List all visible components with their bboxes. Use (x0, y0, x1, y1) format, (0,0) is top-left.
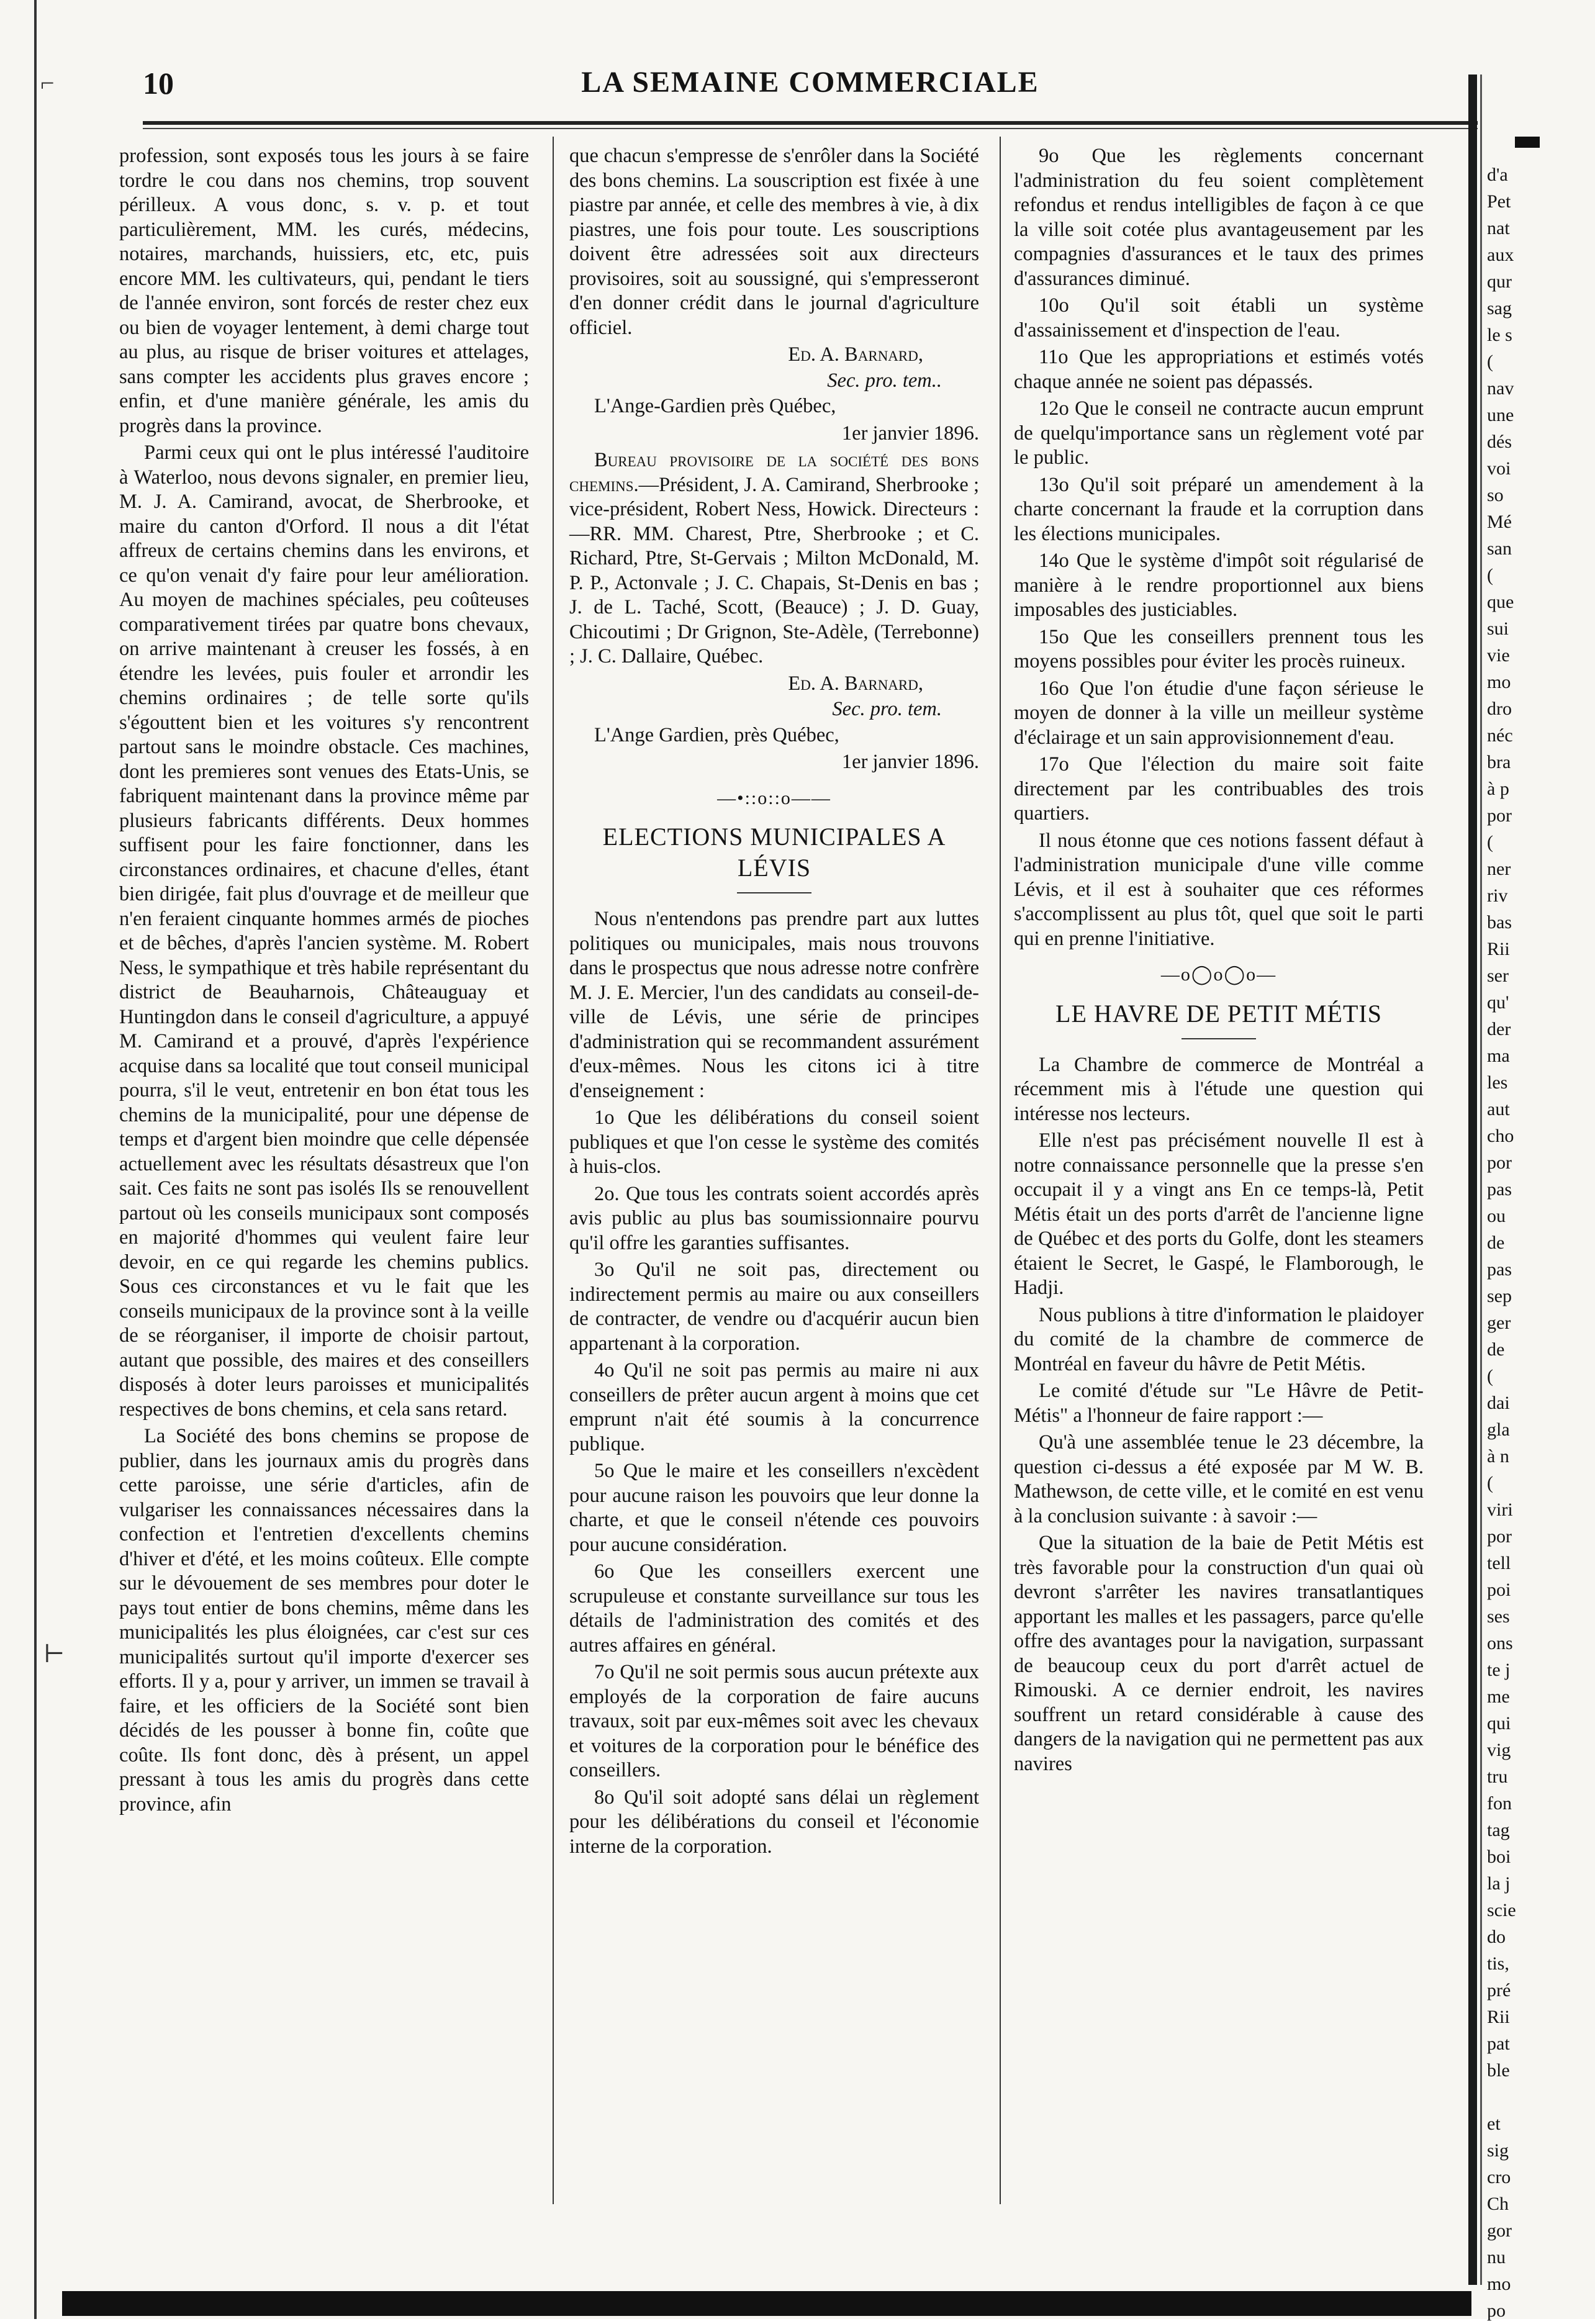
signature-name: Ed. A. Barnard, (788, 343, 923, 366)
edge-fragment: que (1487, 592, 1514, 612)
list-item: 6o Que les conseillers exercent une scrupuleuse et constante surveillance sur tous les détails de l'administration des comités et des autres affaires en général. (569, 1560, 979, 1657)
list-item: 17o Que l'élection du maire soit faite directement par les contribuables des trois quartiers. (1014, 753, 1424, 825)
paragraph: profession, sont exposés tous les jours à se faire tordre le cou dans nos chemins, trop souvent périlleux. A vous donc, s. v. p. et tout particulièrement, MM. les curés, médecins, notaires, marchands, huissiers, etc, etc, puis encore MM. les cultivateurs, qui, pendant le tiers de l'année environ, sont forcés de rester chez eux ou bien de voyager lentement, à demi charge tout au plus, au risque de briser voitures et attelages, sans compter les accidents plus graves encore ; enfin, et d'une manière générale, les amis du progrès dans la province. (119, 145, 529, 437)
edge-fragment: bas (1487, 912, 1512, 933)
heading-rule (737, 892, 811, 893)
edge-fragment: por (1487, 1526, 1512, 1547)
edge-fragment: de (1487, 1339, 1505, 1360)
edge-fragment: aux (1487, 245, 1514, 265)
section-heading: LE HAVRE DE PETIT MÉTIS (1055, 999, 1382, 1028)
edge-fragment: nu (1487, 2247, 1506, 2267)
edge-fragment: sep (1487, 1286, 1512, 1306)
paragraph: Il nous étonne que ces notions fassent défaut à l'administration municipale d'une ville comme Lévis, et il est à souhaiter que ces réformes s'accomplissent au plus tôt, quel que soit le parti qui en prenne l'initiative. (1014, 829, 1424, 950)
edge-fragment: por (1487, 805, 1512, 826)
section-heading: ELECTIONS MUNICIPALES A LÉVIS (602, 823, 946, 882)
header-rule (143, 121, 1478, 125)
edge-fragment: de (1487, 1232, 1505, 1253)
edge-fragment: ( (1487, 1366, 1493, 1386)
edge-fragment: pat (1487, 2033, 1510, 2054)
dateline-date: 1er janvier 1896. (841, 751, 979, 773)
column-1 (119, 144, 529, 1819)
column-3 (1014, 144, 1424, 1779)
edge-fragment: qu' (1487, 992, 1509, 1013)
edge-fragment: viri (1487, 1499, 1513, 1520)
edge-fragment: ger (1487, 1313, 1511, 1333)
list-item: 16o Que l'on étudie d'une façon sérieuse le moyen de donner à la ville un meilleur système d'éclairage et un sain approvisionnement d'eau. (1014, 677, 1424, 749)
edge-fragment: poi (1487, 1580, 1511, 1600)
edge-fragment: vie (1487, 645, 1510, 666)
edge-fragment: cro (1487, 2167, 1511, 2187)
edge-fragment: tru (1487, 1766, 1508, 1787)
binding-gutter-line (1480, 75, 1482, 2285)
paragraph: Nous publions à titre d'information le plaidoyer du comité de la chambre de commerce de Montréal en faveur du hâvre de Petit Métis. (1014, 1303, 1424, 1375)
edge-fragment: gla (1487, 1419, 1510, 1440)
edge-fragment: une (1487, 405, 1514, 425)
edge-fragment: ble (1487, 2060, 1510, 2081)
paragraph: que chacun s'empresse de s'enrôler dans la Société des bons chemins. La souscription est fixée à une piastre par année, et celle des membres à vie, à dix piastres, une fois pour toute. Les souscriptions doivent être adressées soit aux directeurs provisoires, soit au soussigné, qui s'empresseront d'en donner crédit dans le journal d'agriculture officiel. (569, 145, 979, 339)
list-item: 11o Que les appropriations et estimés votés chaque année ne soient pas dépassés. (1014, 346, 1424, 393)
signature-title: Sec. pro. tem.. (827, 369, 942, 392)
edge-fragment: Ch (1487, 2194, 1509, 2214)
edge-fragment: riv (1487, 885, 1508, 906)
edge-fragment: ( (1487, 1473, 1493, 1493)
heading-rule (1182, 1038, 1256, 1039)
page-number: 10 (143, 66, 174, 101)
column-divider (1000, 137, 1001, 2204)
edge-fragment: les (1487, 1072, 1508, 1093)
edge-fragment: vig (1487, 1740, 1511, 1760)
dateline-date: 1er janvier 1896. (841, 422, 979, 445)
edge-fragment: me (1487, 1686, 1510, 1707)
edge-fragment: Rii (1487, 939, 1510, 959)
paragraph: Elle n'est pas précisément nouvelle Il est à notre connaissance personnelle que la presse s'en occupait il y a vingt ans En ce temps-là, Petit Métis était un des ports d'arrêt de l'ancienne ligne de Québec et des ports du Golfe, dont les steamers étaient le Secret, le Gaspé, le Flamborough, le Hadji. (1014, 1129, 1424, 1299)
list-item: 1o Que les délibérations du conseil soient publiques et que l'on cesse le système des comités à huis-clos. (569, 1106, 979, 1178)
edge-fragment: pas (1487, 1259, 1512, 1280)
column-divider (553, 137, 554, 2204)
list-item: 5o Que le maire et les conseillers n'excèdent pour aucune raison les pouvoirs que leur donne la charte, et que le conseil n'étende ces pouvoirs pour aucune considération. (569, 1460, 979, 1556)
edge-fragment: tis, (1487, 1953, 1509, 1974)
edge-fragment: nat (1487, 218, 1510, 238)
edge-fragment: sui (1487, 618, 1509, 639)
edge-fragment: do (1487, 1927, 1506, 1947)
edge-fragment: ou (1487, 1206, 1506, 1226)
paragraph: Que la situation de la baie de Petit Métis est très favorable pour la construction d'un quai où devront s'arrêter les navires transatlantiques apportant les malles et les passagers, parce qu'elle offre des avantages pour la navigation, surpassant de beaucoup ceux du port d'arrêt actuel de Rimouski. A ce dernier endroit, les navires souffrent un retard considérable à cause des dangers de la navigation qui ne permettent pas aux navires (1014, 1532, 1424, 1775)
edge-fragment: d'a (1487, 165, 1508, 185)
list-item: 13o Qu'il soit préparé un amendement à la charte concernant la fraude et la corruption dans les élections municipales. (1014, 473, 1424, 545)
edge-fragment: ses (1487, 1606, 1510, 1627)
edge-fragment: bra (1487, 752, 1511, 772)
list-item: 2o. Que tous les contrats soient accordés après avis public au plus bas soumissionnaire pourvu qu'il offre les garanties suffisantes. (569, 1182, 979, 1254)
edge-fragment: dro (1487, 699, 1512, 719)
column-2 (569, 144, 979, 1861)
edge-fragment: ( (1487, 351, 1493, 372)
edge-fragment: mo (1487, 672, 1511, 692)
edge-fragment: so (1487, 485, 1504, 505)
edge-fragment: tell (1487, 1553, 1511, 1573)
edge-fragment: la j (1487, 1873, 1511, 1894)
edge-fragment: voi (1487, 458, 1511, 479)
edge-fragment: scie (1487, 1900, 1516, 1920)
scan-mark: ⌐ (40, 69, 55, 97)
masthead-title: LA SEMAINE COMMERCIALE (581, 66, 1039, 99)
bureau-text: —Président, J. A. Camirand, Sherbrooke ; vice-président, Robert Ness, Howick. Directeurs :—RR. MM. Charest, Ptre, Sherbrooke ; et C. Richard, Ptre, St-Gervais ; Milton McDonald, M. P. P., Actonvale ; J. C. Chapais, St-Denis en bas ; J. de L. Taché, Scott, (Beauce) ; J. D. Guay, Chicoutimi ; Dr Grignon, Ste-Adèle, (Terrebonne) ; J. C. Dallaire, Québec. (569, 473, 979, 667)
list-item: 9o Que les règlements concernant l'administration du feu soient complètement refondus et rendus intelligibles de façon à ce que la ville soit cotée plus avantageusement par les compagnies d'assurances et le taux des primes d'assurances diminué. (1014, 145, 1424, 290)
bureau-lead: Bureau provisoire de la société des bons chemins. (569, 449, 979, 496)
edge-fragment: boi (1487, 1847, 1511, 1867)
edge-fragment: ( (1487, 832, 1493, 852)
paragraph: La Chambre de commerce de Montréal a récemment mis à l'étude une question qui intéresse nos lecteurs. (1014, 1053, 1424, 1125)
edge-fragment: sig (1487, 2140, 1509, 2161)
edge-fragment: ( (1487, 565, 1493, 586)
edge-fragment: gor (1487, 2220, 1512, 2241)
edge-fragment: por (1487, 1152, 1512, 1173)
adjacent-page-fragments (1487, 161, 1561, 2324)
list-item: 15o Que les conseillers prennent tous les moyens possibles pour éviter les procès ruineux. (1014, 625, 1424, 672)
edge-fragment: ner (1487, 859, 1511, 879)
scan-bottom-edge (62, 2291, 1471, 2316)
scan-mark: ⊢ (43, 1640, 65, 1668)
scan-mark (1515, 137, 1540, 148)
paragraph: Nous n'entendons pas prendre part aux luttes politiques ou municipales, mais nous trouvons dans le prospectus que nous adresse notre confrère M. J. E. Mercier, l'un des candidats au conseil-de-ville de Lévis, une série de principes d'administration qui se recommandent assurément d'eux-mêmes. Nous les citons ici à titre d'enseignement : (569, 908, 979, 1102)
page-header (143, 65, 1478, 109)
edge-fragment: à n (1487, 1446, 1509, 1467)
list-item: 3o Qu'il ne soit pas, directement ou indirectement permis au maire ou aux conseillers de contracter, de vendre ou d'acquérir aucun bien appartenant à la corporation. (569, 1259, 979, 1355)
edge-fragment: néc (1487, 725, 1513, 746)
section-ornament: —o◯o◯o— (1160, 964, 1277, 985)
paragraph: Qu'à une assemblée tenue le 23 décembre, la question ci-dessus a été exposée par M W. B. Mathewson, de cette ville, et le comité en est venu à la conclusion suivante : à savoir :— (1014, 1431, 1424, 1527)
list-item: 8o Qu'il soit adopté sans délai un règlement pour les délibérations du conseil et l'économie interne de la corporation. (569, 1786, 979, 1858)
edge-fragment: Pet (1487, 191, 1511, 212)
section-ornament: —•::o::o—— (717, 787, 831, 808)
edge-fragment: Rii (1487, 2007, 1510, 2027)
list-item: 4o Qu'il ne soit pas permis au maire ni aux conseillers de prêter aucun argent à moins que cet emprunt n'ait été soumis à la concurrence publique. (569, 1359, 979, 1455)
edge-fragment: nav (1487, 378, 1514, 399)
edge-fragment: qur (1487, 271, 1512, 292)
edge-fragment: mo (1487, 2274, 1511, 2294)
paragraph (569, 448, 979, 669)
edge-fragment: Mé (1487, 512, 1512, 532)
edge-fragment: dai (1487, 1393, 1510, 1413)
edge-fragment: san (1487, 538, 1512, 559)
list-item: 7o Qu'il ne soit permis sous aucun prétexte aux employés de la corporation de faire aucuns travaux, soit par eux-mêmes soit avec les chevaux et voitures de la corporation pour le bénéfice des conseillers. (569, 1661, 979, 1781)
header-rule-thin (143, 128, 1478, 129)
list-item: 10o Qu'il soit établi un système d'assainissement et d'inspection de l'eau. (1014, 294, 1424, 341)
edge-fragment: po (1487, 2300, 1506, 2321)
signature-name: Ed. A. Barnard, (788, 672, 923, 695)
edge-fragment: ser (1487, 965, 1509, 986)
edge-fragment: tag (1487, 1820, 1510, 1840)
edge-fragment: à p (1487, 779, 1509, 799)
list-item: 14o Que le système d'impôt soit régularisé de manière à le rendre proportionnel aux biens imposables des justiciables. (1014, 549, 1424, 621)
edge-fragment: pré (1487, 1980, 1511, 2001)
edge-fragment: der (1487, 1019, 1511, 1039)
edge-fragment: ma (1487, 1046, 1510, 1066)
list-item: 12o Que le conseil ne contracte aucun emprunt de quelqu'importance sans un règlement voté par le public. (1014, 397, 1424, 469)
edge-fragment (1487, 2084, 1561, 2110)
dateline-place: L'Ange-Gardien près Québec, (594, 395, 836, 417)
binding-gutter (1468, 75, 1477, 2285)
signature-title: Sec. pro. tem. (832, 698, 942, 720)
scan-left-edge (34, 0, 37, 2319)
edge-fragment: cho (1487, 1126, 1514, 1146)
edge-fragment: sag (1487, 298, 1512, 319)
edge-fragment: le s (1487, 325, 1512, 345)
paragraph: Parmi ceux qui ont le plus intéressé l'auditoire à Waterloo, nous devons signaler, en premier lieu, M. J. A. Camirand, avocat, de Sherbrooke, et maire du canton d'Orford. Il nous a dit l'état affreux de certains chemins dans les environs, et ce qu'on venait d'y faire pour leur amélioration. Au moyen de machines spéciales, peu coûteuses comparativement tirées par quatre bons chevaux, on arrive maintenant à creuser les fossés, à en étendre les levées, puis fouler et arrondir les chemins ordinaires ; de telle sorte qu'ils s'égouttent bien et les voitures s'y rencontrent partout sans le moindre obstacle. Ces machines, dont les premieres sont venues des Etats-Unis, se fabriquent maintenant dans la province même par plusieurs fabricants différents. Deux hommes suffisent pour les faire fonctionner, dans les circonstances ordinaires, et chacune d'elles, étant bien dirigée, fait plus d'ouvrage et de meilleur que n'en feraient cinquante hommes armés de pioches et de bêches, d'après l'ancien système. M. Robert Ness, le sympathique et très habile représentant du district de Beauharnois, Châteauguay et Huntingdon dans le conseil d'agriculture, a appuyé M. Camirand et a prouvé, d'après l'expérience acquise dans sa localité que tout conseil municipal pourra, s'il le veut, entretenir en bon état tous les chemins de la municipalité, pour une dépense de temps et d'argent bien moindre que celle dépensée actuellement avec les résultats désastreux que l'on sait. Ces faits ne sont pas isolés Ils se renouvellent partout où les conseils municipaux sont composés en majorité d'hommes qui veulent faire leur devoir, en ce qui regarde les chemins publics. Sous ces circonstances et vu le fait que les conseils municipaux de la province sont à la veille de se réorganiser, il importe de choisir partout, autant que possible, des maires et des conseillers disposés à doter leurs paroisses et municipalités respectives de bons chemins, et cela sans retard. (119, 441, 529, 1421)
paragraph: La Société des bons chemins se propose de publier, dans les journaux amis du progrès dans cette paroisse, une série d'articles, afin de vulgariser les connaissances nécessaires dans la confection et l'entretien d'excellents chemins d'hiver et d'été, et les moins coûteux. Elle compte sur le dévouement de ses membres pour doter le pays tout entier de bons chemins, même dans les municipalités les plus éloignées, car c'est sur ces municipalités surtout qu'il importe d'exercer ses efforts. Il y a, pour y arriver, un immen se travail à faire, et les officiers de la Société sont bien décidés de les pousser à bonne fin, coûte que coûte. Ils font donc, dès à présent, un appel pressant à tous les amis du progrès dans cette province, afin (119, 1425, 529, 1815)
paragraph: Le comité d'étude sur "Le Hâvre de Petit-Métis" a l'honneur de faire rapport :— (1014, 1380, 1424, 1427)
edge-fragment: et (1487, 2114, 1501, 2134)
edge-fragment: dés (1487, 432, 1512, 452)
edge-fragment: fon (1487, 1793, 1512, 1814)
edge-fragment: aut (1487, 1099, 1510, 1119)
edge-fragment: te j (1487, 1660, 1511, 1680)
edge-fragment: pas (1487, 1179, 1512, 1200)
dateline-place: L'Ange Gardien, près Québec, (594, 723, 839, 746)
edge-fragment: ons (1487, 1633, 1513, 1653)
edge-fragment: qui (1487, 1713, 1511, 1734)
